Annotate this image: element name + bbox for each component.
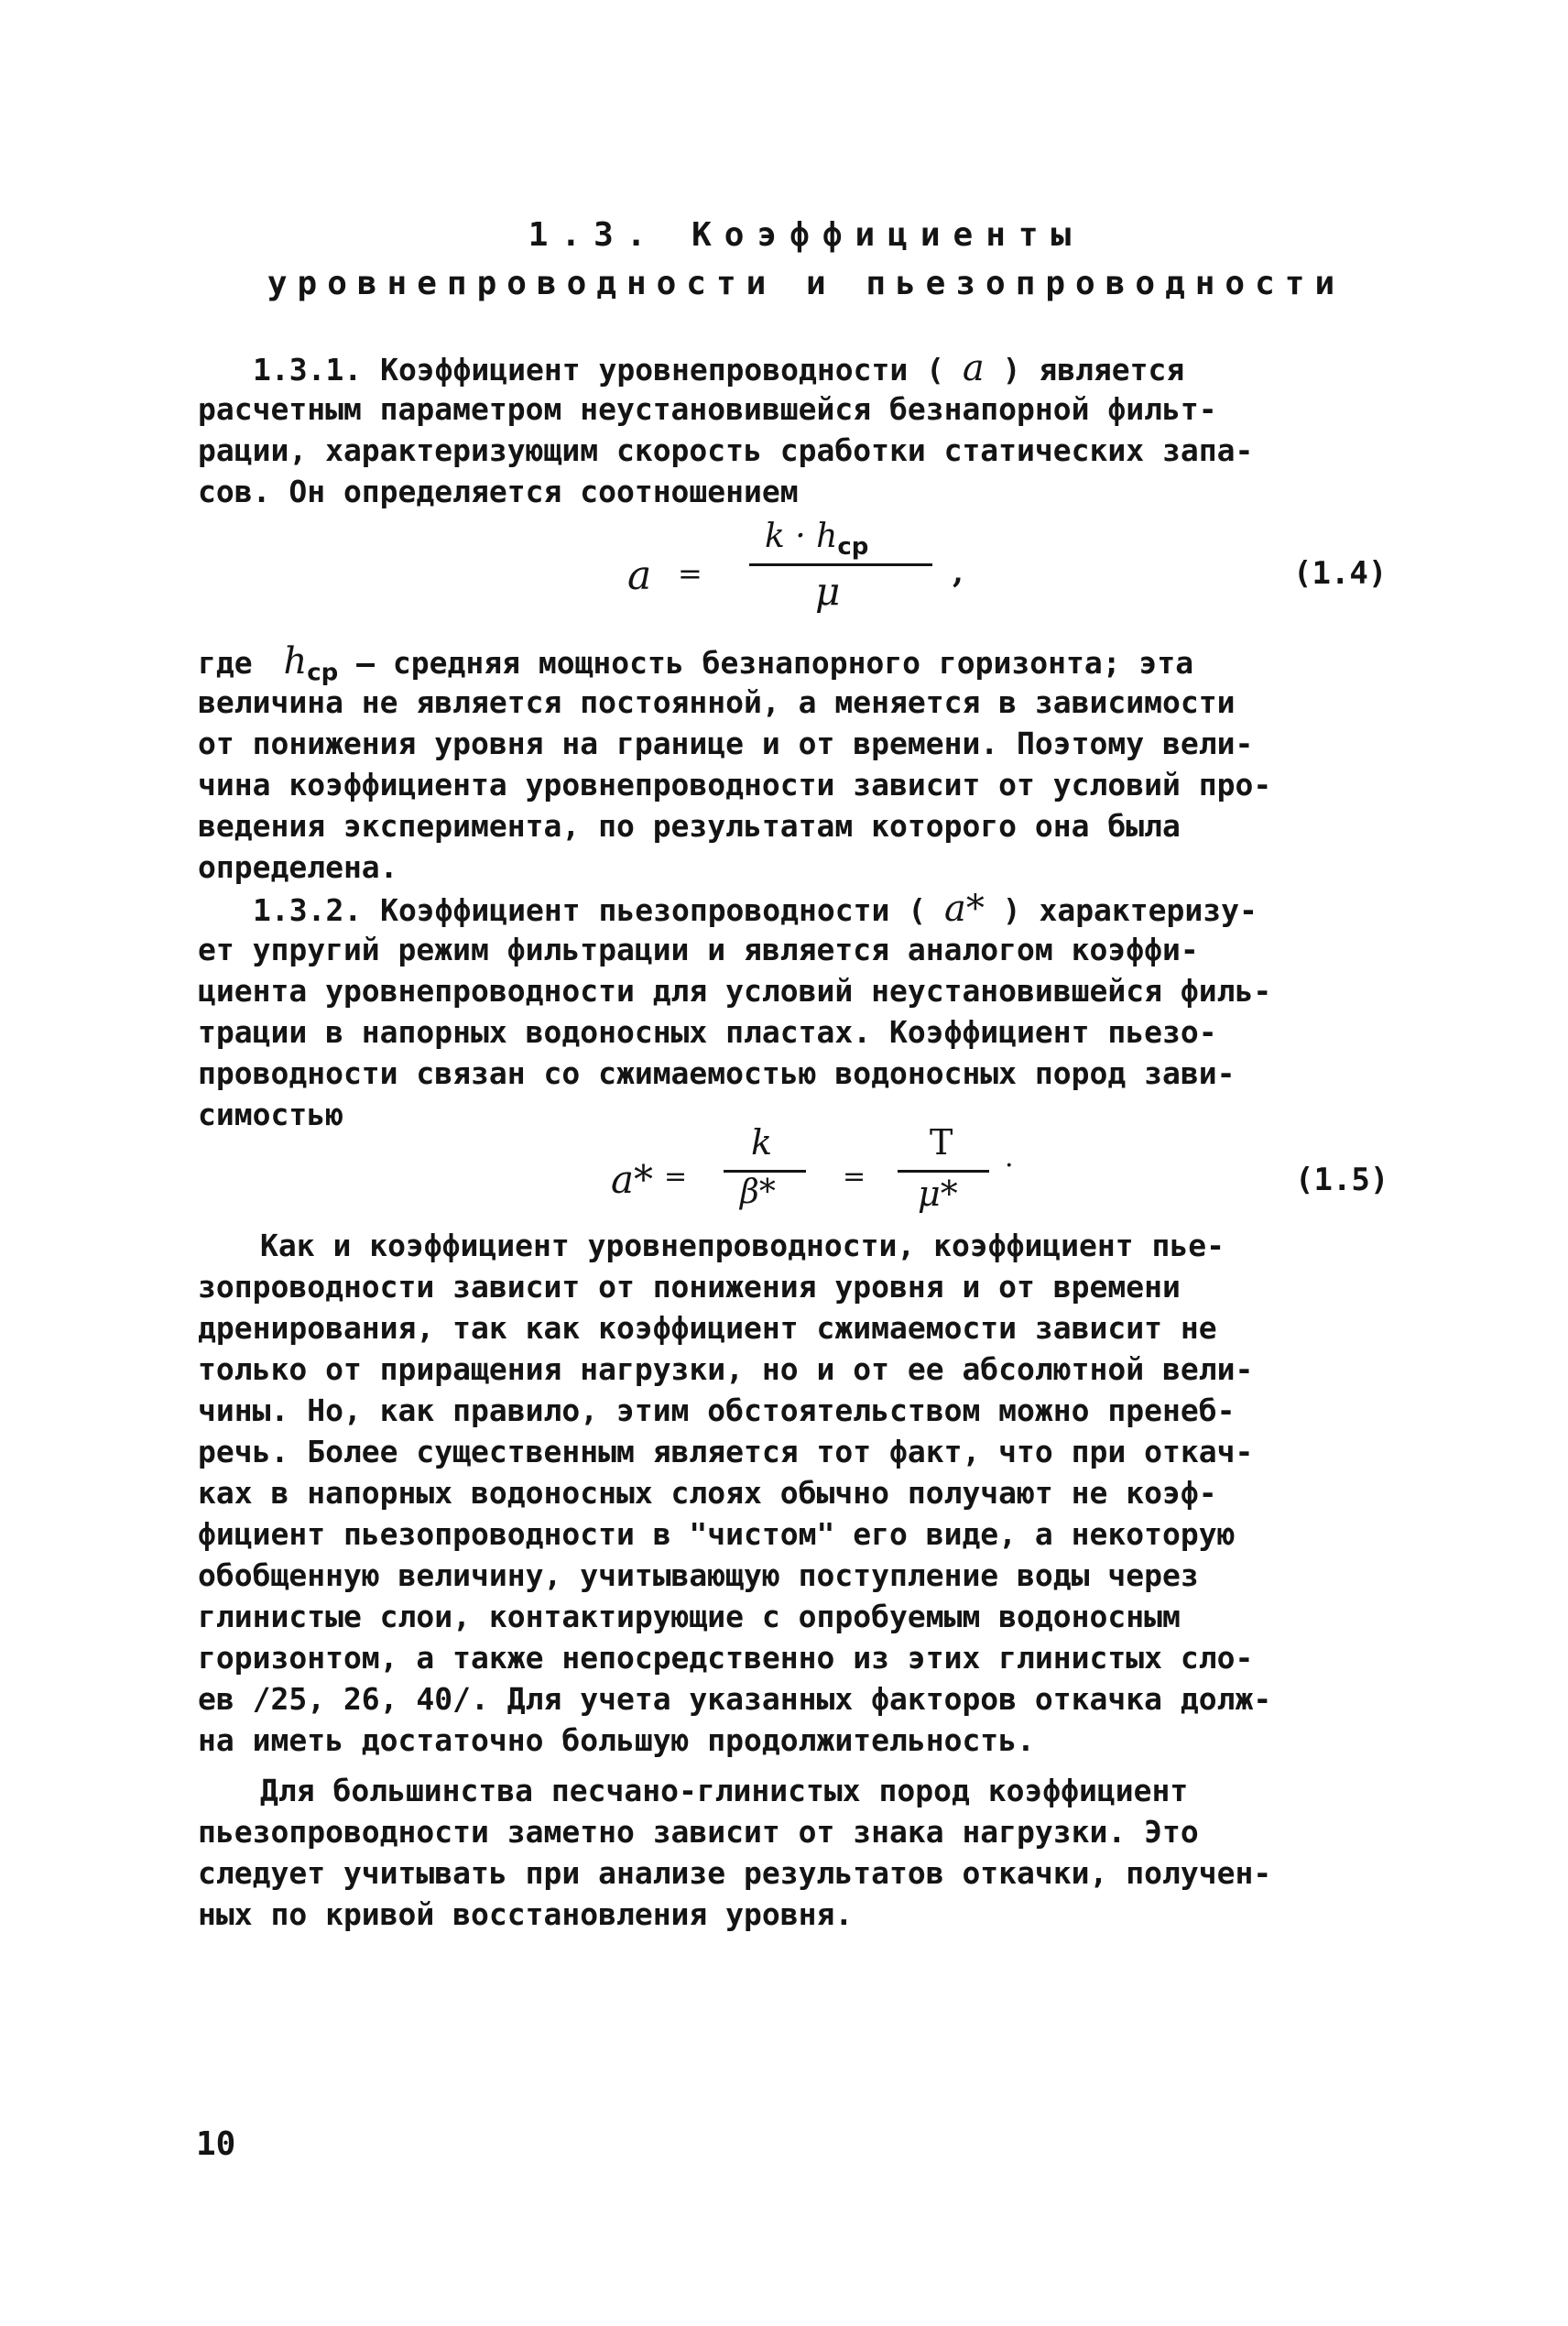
p1-line-3: рации, характеризующим скорость сработки статических запа-: [198, 432, 1254, 468]
p1-line-1: 1.3.1. Коэффициент уровнепроводности ( a ) является: [253, 347, 1185, 389]
eq14-comma: ,: [953, 554, 964, 591]
p4-line-12: ев /25, 26, 40/. Для учета указанных факторов откачка долж-: [198, 1681, 1272, 1717]
eq15-fraction-bar-1: [724, 1170, 806, 1173]
eq15-equals-2: =: [843, 1161, 866, 1193]
p4-line-1: Как и коэффициент уровнепроводности, коэффициент пье-: [260, 1228, 1225, 1263]
p4-line-3: дренирования, так как коэффициент сжимаемости зависит не: [198, 1310, 1217, 1346]
p4-line-4: только от приращения нагрузки, но и от ее абсолютной вели-: [198, 1351, 1254, 1387]
p3-line-4: трации в напорных водоносных пластах. Коэффициент пьезо-: [198, 1014, 1217, 1050]
eq15-denominator-1: β*: [740, 1174, 776, 1211]
eq14-equals: =: [678, 556, 702, 591]
p5-line-3: следует учитывать при анализе результатов откачки, получен-: [198, 1855, 1272, 1891]
eq14-denominator: μ: [815, 569, 841, 614]
p2-line-4: чина коэффициента уровнепроводности зависит от условий про-: [198, 767, 1272, 803]
p3-line-2: ет упругий режим фильтрации и является аналогом коэффи-: [198, 932, 1199, 967]
p1-line-4: сов. Он определяется соотношением: [198, 474, 799, 509]
p2-line-3: от понижения уровня на границе и от времени. Поэтому вели-: [198, 726, 1254, 761]
eq15-numerator-2: T: [930, 1122, 953, 1163]
eq14-lhs: a: [627, 552, 652, 599]
eq15-equals-1: =: [664, 1161, 688, 1193]
p4-line-2: зопроводности зависит от понижения уровня и от времени: [198, 1269, 1181, 1305]
eq14-numerator: $k \cdot h_{ср}$: [765, 518, 869, 562]
p4-line-5: чины. Но, как правило, этим обстоятельством можно пренеб-: [198, 1392, 1236, 1428]
p3-line-3: циента уровнепроводности для условий неустановившейся филь-: [198, 973, 1272, 1009]
p4-line-7: ках в напорных водоносных слоях обычно получают не коэф-: [198, 1475, 1217, 1511]
p3-line-1: 1.3.2. Коэффициент пьезопроводности ( a* ) характеризу-: [253, 888, 1258, 930]
eq15-numerator-1: k: [751, 1122, 773, 1163]
section-title-line-1: 1.3. Коэффициенты: [528, 216, 1084, 254]
p4-line-9: обобщенную величину, учитывающую поступление воды через: [198, 1557, 1199, 1593]
p5-line-2: пьезопроводности заметно зависит от знака нагрузки. Это: [198, 1814, 1199, 1850]
eq15-dot: ·: [1005, 1150, 1014, 1182]
p4-line-6: речь. Более существенным является тот факт, что при откач-: [198, 1434, 1254, 1469]
p4-line-13: на иметь достаточно большую продолжительность.: [198, 1722, 1035, 1758]
eq15-lhs: a*: [611, 1157, 654, 1202]
eq15-fraction-bar-2: [898, 1170, 989, 1173]
p4-line-10: глинистые слои, контактирующие с опробуемым водоносным: [198, 1599, 1181, 1634]
p5-line-4: ных по кривой восстановления уровня.: [198, 1896, 854, 1932]
p2-line-6: определена.: [198, 849, 398, 885]
equation-1-4: [586, 518, 1062, 655]
p4-line-8: фициент пьезопроводности в "чистом" его виде, а некоторую: [198, 1516, 1236, 1552]
page-number: 10: [196, 2125, 236, 2163]
p2-line-2: величина не является постоянной, а меняется в зависимости: [198, 684, 1236, 720]
p5-line-1: Для большинства песчано-глинистых пород коэффициент: [260, 1773, 1189, 1808]
section-title-line-2: уровнепроводности и пьезопроводности: [267, 265, 1345, 302]
p4-line-11: горизонтом, а также непосредственно из этих глинистых сло-: [198, 1640, 1254, 1676]
p1-line-2: расчетным параметром неустановившейся безнапорной фильт-: [198, 391, 1217, 427]
p2-line-1: где $h_{ср}$ – средняя мощность безнапорного горизонта; эта: [198, 640, 1194, 687]
eq15-number: (1.5): [1295, 1162, 1389, 1198]
p2-line-5: ведения эксперимента, по результатам которого она была: [198, 808, 1181, 844]
eq14-number: (1.4): [1293, 555, 1388, 592]
p3-line-5: проводности связан со сжимаемостью водоносных пород зави-: [198, 1055, 1236, 1091]
eq14-fraction-bar: [749, 563, 932, 566]
eq15-denominator-2: μ*: [918, 1174, 958, 1214]
p3-line-6: симостью: [198, 1097, 343, 1132]
